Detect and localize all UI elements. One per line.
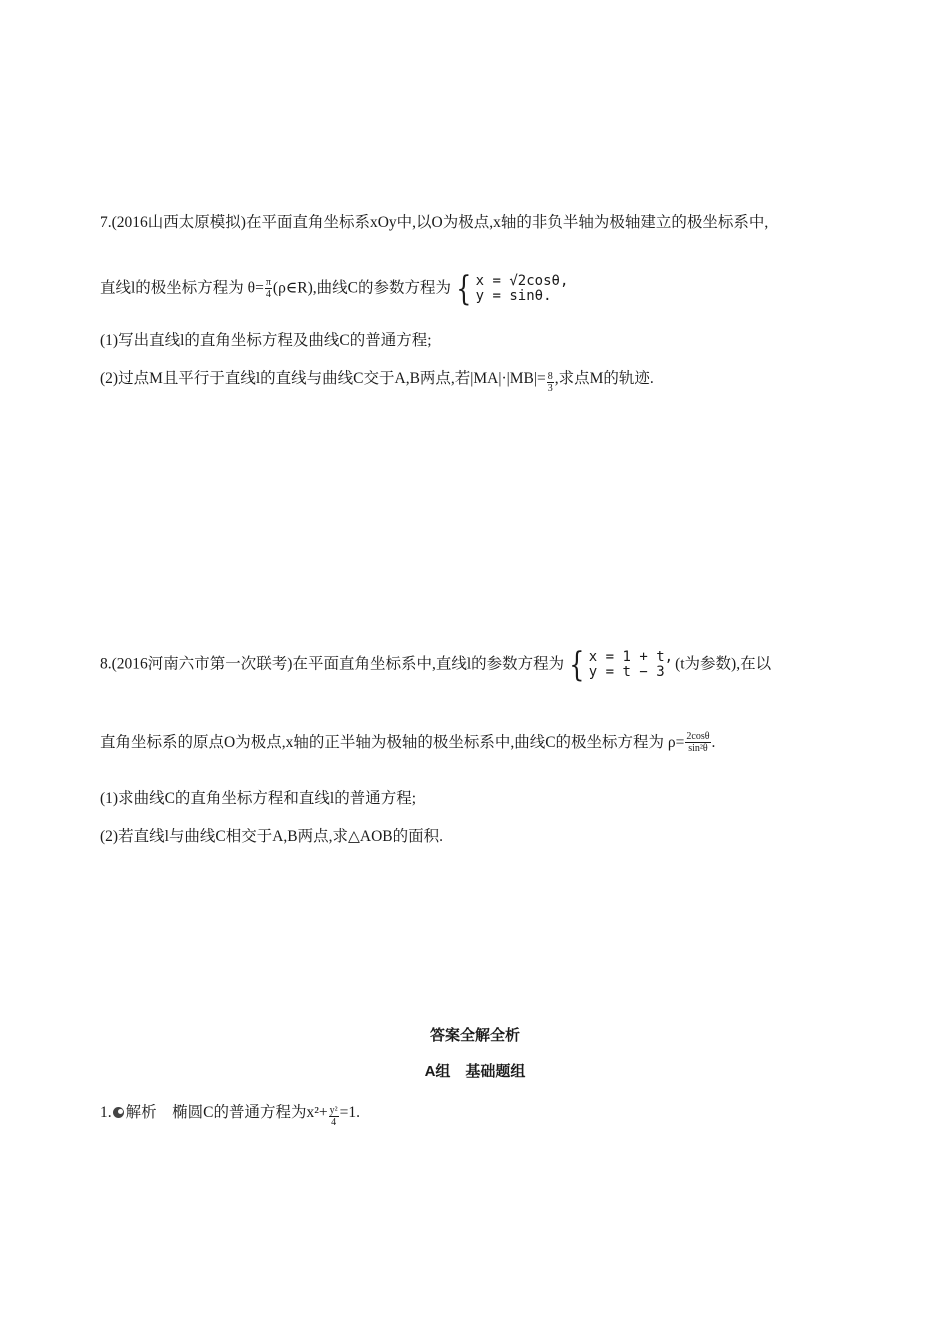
left-brace-icon: { bbox=[569, 645, 585, 685]
fraction-numerator: 2cosθ bbox=[686, 731, 710, 743]
answer-item-number: 1. bbox=[100, 1104, 112, 1121]
fraction-denominator: 4 bbox=[265, 289, 271, 300]
answer-analysis-label: 解析 bbox=[125, 1104, 157, 1121]
q8-sys-row2: y = t − 3 bbox=[588, 664, 665, 680]
answer-fraction bbox=[329, 1106, 339, 1128]
q7-param-system bbox=[453, 269, 569, 309]
q8-line2 bbox=[100, 730, 715, 754]
fraction-numerator: π bbox=[265, 277, 271, 288]
q7-sys-row2: y = sinθ. bbox=[475, 288, 552, 304]
answers-title: 答案全解全析 bbox=[429, 1027, 520, 1044]
fraction-numerator: y² bbox=[329, 1105, 338, 1116]
q7-theta-fraction bbox=[265, 278, 272, 300]
q8-line1-text-a: 8.(2016河南六市第一次联考)在平面直角坐标系中,直线l的参数方程为 bbox=[100, 655, 565, 673]
q8-line1 bbox=[100, 645, 772, 685]
q7-line2-text-b: (ρ∈R),曲线C的参数方程为 bbox=[272, 279, 452, 297]
q7-part2 bbox=[100, 366, 654, 394]
q7-part2-text-a: (2)过点M且平行于直线l的直线与曲线C交于A,B两点,若|MA|·|MB|= bbox=[100, 370, 546, 387]
fraction-denominator: sin²θ bbox=[685, 742, 710, 754]
q7-line2 bbox=[100, 269, 570, 309]
fraction-denominator: 3 bbox=[547, 383, 553, 394]
q8-rho-fraction bbox=[685, 732, 710, 754]
q8-line2-text-b: . bbox=[711, 734, 716, 751]
q8-line2-text-a: 直角坐标系的原点O为极点,x轴的正半轴为极轴的极坐标系中,曲线C的极坐标方程为 ρ= bbox=[100, 734, 685, 751]
fraction-numerator: 8 bbox=[547, 371, 553, 382]
q7-part1: (1)写出直线l的直角坐标方程及曲线C的普通方程; bbox=[100, 332, 432, 349]
q8-part1: (1)求曲线C的直角坐标方程和直线l的普通方程; bbox=[100, 790, 417, 807]
q7-product-fraction bbox=[547, 372, 554, 394]
answer-item-1 bbox=[100, 1100, 360, 1128]
q8-part2: (2)若直线l与曲线C相交于A,B两点,求△AOB的面积. bbox=[100, 828, 444, 845]
q8-param-system bbox=[566, 645, 674, 685]
analysis-icon bbox=[113, 1107, 124, 1118]
q8-sys-row1: x = 1 + t, bbox=[588, 649, 674, 665]
fraction-denominator: 4 bbox=[329, 1116, 339, 1128]
q7-part2-text-b: ,求点M的轨迹. bbox=[554, 370, 654, 387]
answer-text-b: =1. bbox=[339, 1104, 360, 1121]
left-brace-icon: { bbox=[456, 269, 472, 309]
q8-line1-text-b: (t为参数),在以 bbox=[675, 655, 772, 673]
answer-text-a: 椭圆C的普通方程为x²+ bbox=[156, 1104, 328, 1121]
answers-group-heading: A组 基础题组 bbox=[424, 1063, 526, 1080]
q7-line2-text-a: 直线l的极坐标方程为 θ= bbox=[100, 279, 264, 297]
q7-intro: 7.(2016山西太原模拟)在平面直角坐标系xOy中,以O为极点,x轴的非负半轴为极轴建立的极坐标系中, bbox=[100, 214, 769, 231]
q7-sys-row1: x = √2cosθ, bbox=[475, 273, 569, 289]
